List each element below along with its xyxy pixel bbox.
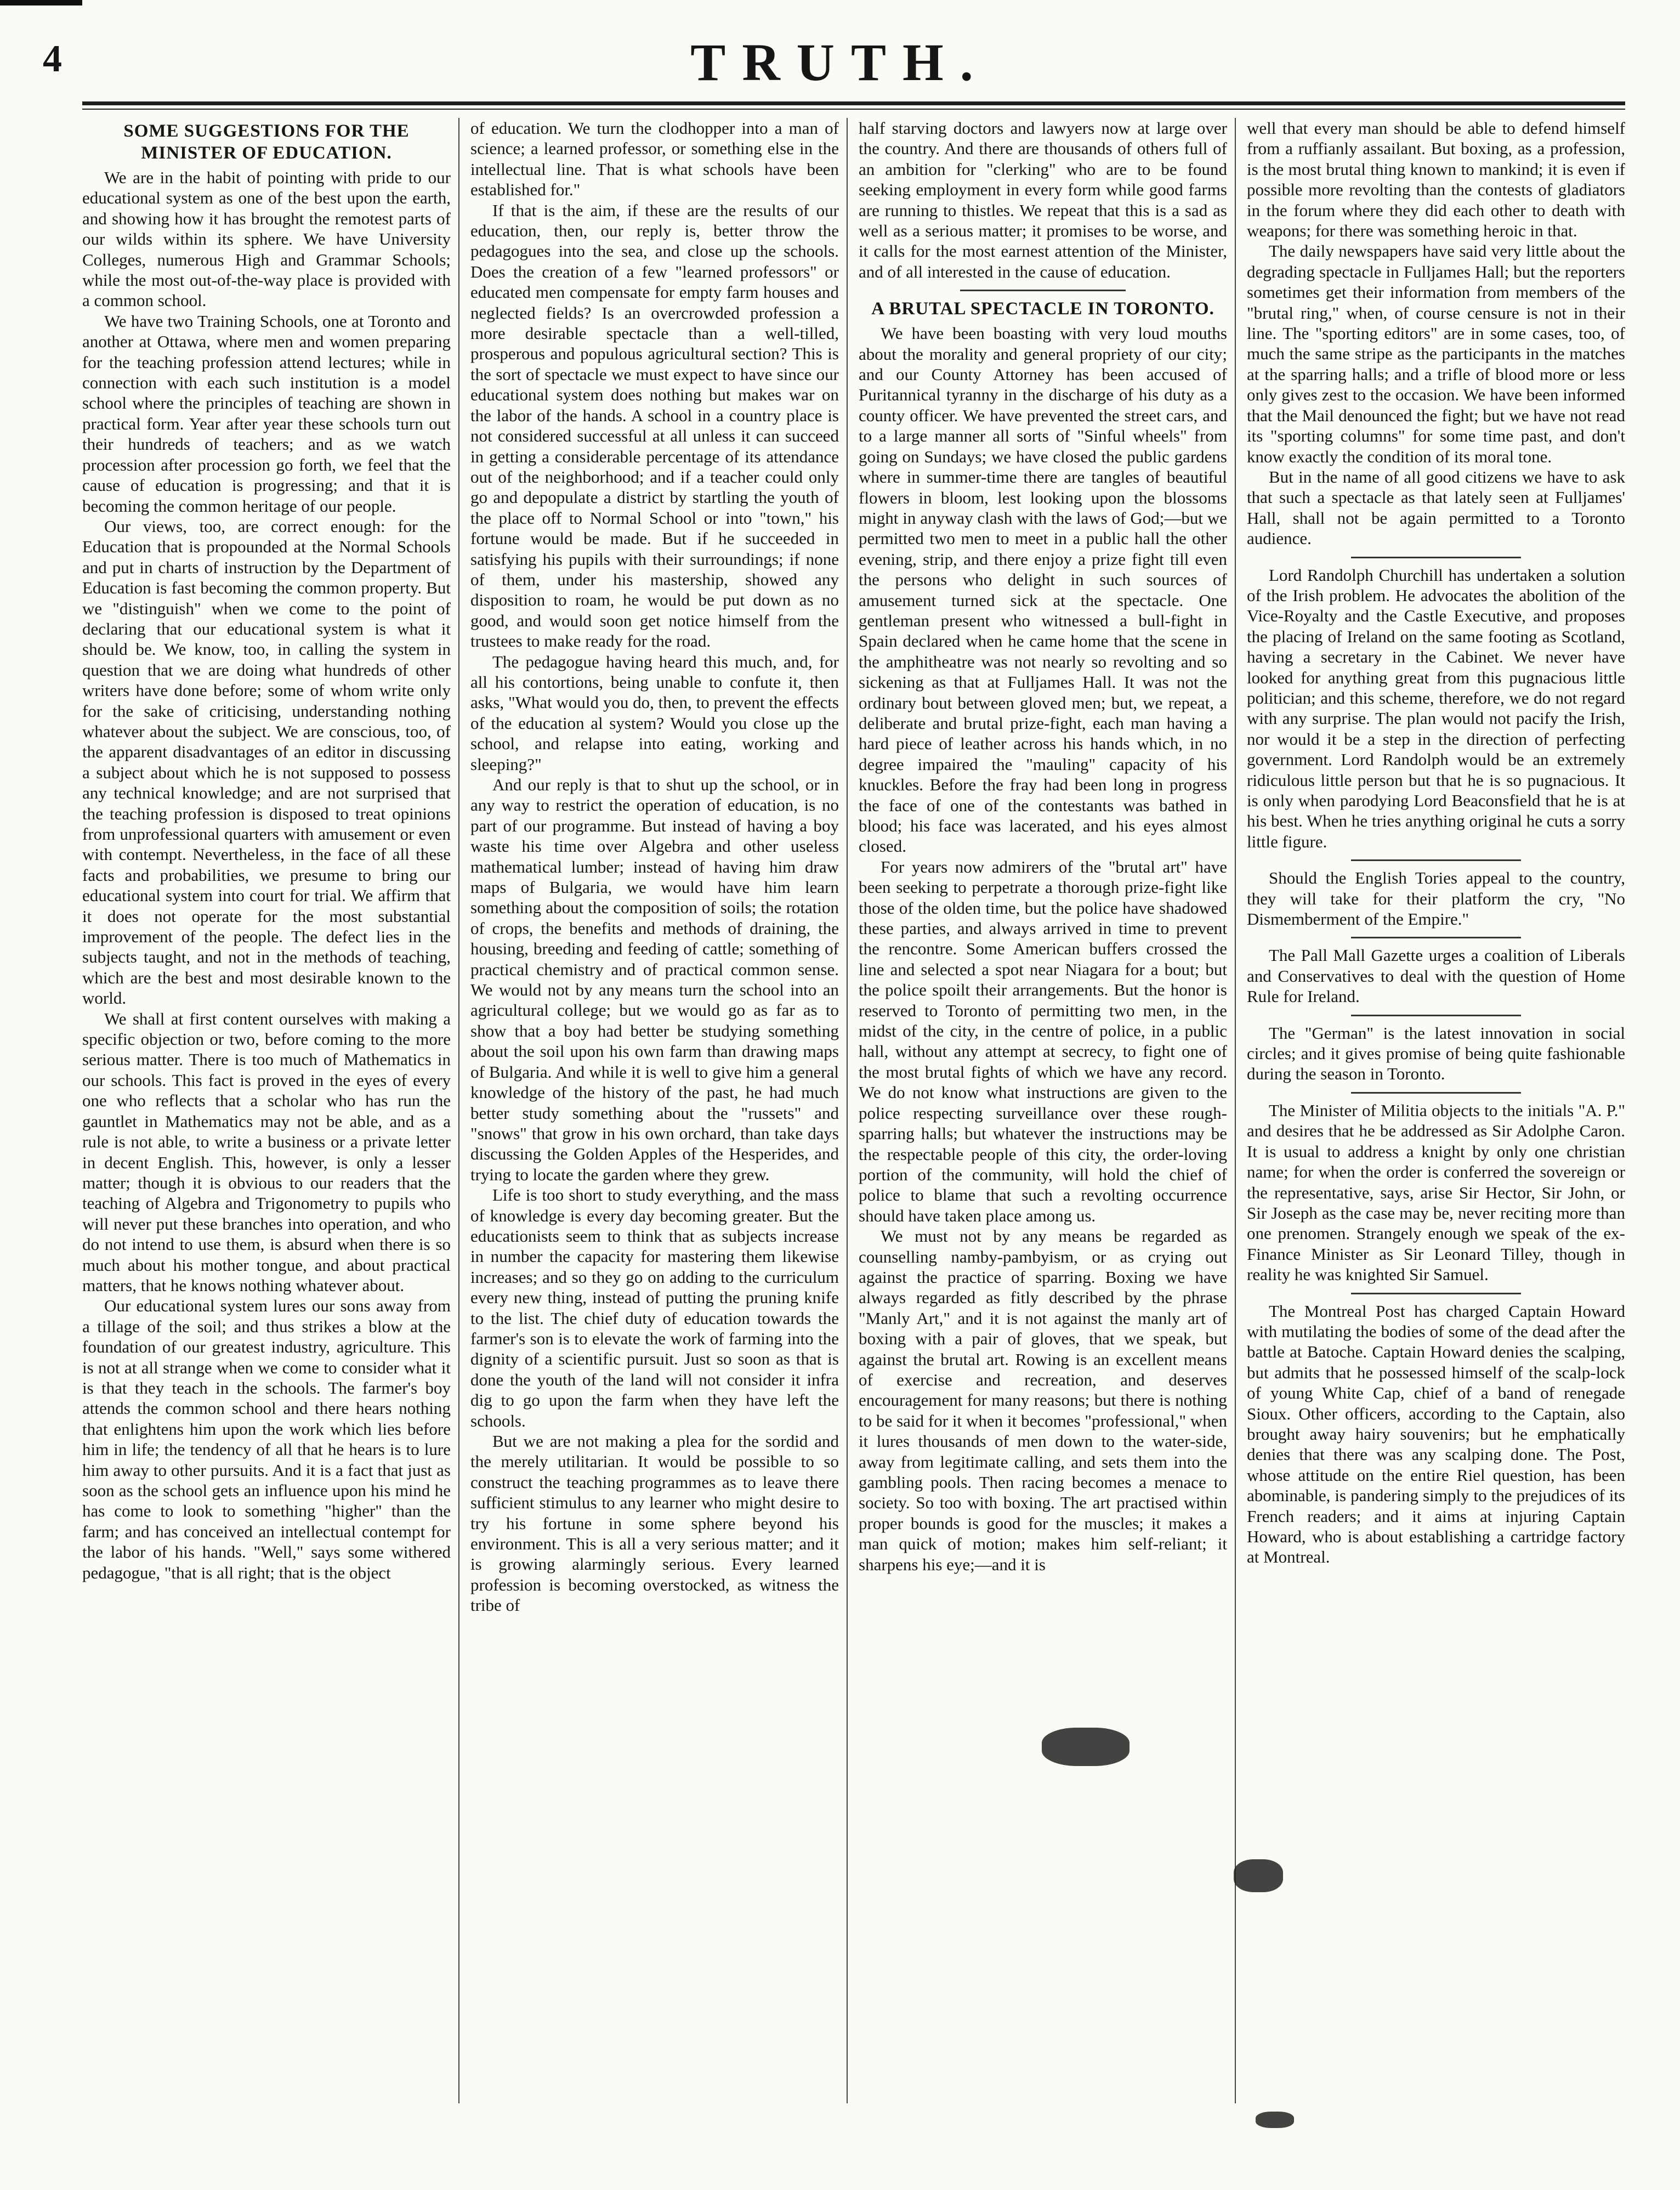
paragraph: But we are not making a plea for the sordid and the merely utilitarian. It would be possible to so construct the teaching programmes as to leave there sufficient stimulus to any learner who might desire to try his fortune in some sphere beyond his environment. This is all a very serious matter; and it is growing alarmingly serious. Every learned profession is becoming overstocked, as witness the tribe of (470, 1431, 839, 1615)
paragraph: For years now admirers of the "brutal art" have been seeking to perpetrate a thorough prize-fight like those of the olden time, but the police have shadowed these parties, and always arrived in time to prevent the rencontre. Some American buffers crossed the line and selected a spot near Niagara for a bout; but the police spoilt their arrangements. But the honor is reserved to Toronto of permitting two men, in the midst of the city, in the centre of police, in a public hall, without any attempt at secrecy, to fight one of the most brutal fights of which we have any record. We do not know what instructions are given to the police respecting surveillance over these rough-sparring halls; but whatever the instructions may be the respectable people of this city, the order-loving portion of the community, will hold the chief of police to blame that such a revolting occurrence should have taken place among us. (859, 857, 1227, 1225)
section-divider (1351, 937, 1522, 938)
paragraph: Our views, too, are correct enough: for the Education that is propounded at the Normal Schools and put in charts of instruction by the Department of Education is fast becoming the common property. But we "distinguish" when we come to the point of declaring that our educational system is what it should be. We know, too, in calling the system in question that we are doing what hundreds of other writers have done before; some of whom write only for the sake of criticising, understanding nothing whatever about the subject. We are conscious, too, of the apparent disadvantages of an editor in discussing a subject about which he is not supposed to possess any technical knowledge; and are not surprised that the teaching profession is disposed to treat opinions from unprofessional quarters with amusement or even with contempt. Nevertheless, in the face of all these facts and probabilities, we presume to bring our educational system into court for trial. We affirm that it does not operate for the most substantial improvement of the people. The defect lies in the subjects taught, and not in the methods of teaching, which are the best and most desirable known to the world. (82, 516, 451, 1008)
news-note: The "German" is the latest innovation in social circles; and it gives promise of being quite fashionable during the season in Toronto. (1247, 1023, 1625, 1084)
column-4 (1247, 118, 1625, 2114)
paragraph: half starving doctors and lawyers now at large over the country. And there are thousands of others full of an ambition for "clerking" who are to be found seeking employment in every form while good farms are running to thistles. We repeat that this is a sad as well as a serious matter; it promises to be worse, and it calls for the most earnest attention of the Minister, and of all interested in the cause of education. (859, 118, 1227, 281)
news-note: Lord Randolph Churchill has undertaken a solution of the Irish problem. He advocates the abolition of the Vice-Royalty and the Castle Executive, and proposes the placing of Ireland on the same footing as Scotland, having a secretary in the Cabinet. We never have looked for anything great from this pugnacious little politician; and this scheme, therefore, we do not regard with any surprise. The plan would not pacify the Irish, nor would it be a step in the direction of perfecting government. Lord Randolph would be an extremely ridiculous little person but that he is so pugnacious. It is only when parodying Lord Beaconsfield that he is at his best. When he tries anything original he cuts a sorry little figure. (1247, 565, 1625, 851)
paragraph: well that every man should be able to defend himself from a ruffianly assailant. But boxing, as a profession, is the most brutal thing known to mankind; it is even if possible more revolting than the contests of gladiators in the forum where they did each other to death with weapons; for there was something heroic in that. (1247, 118, 1625, 241)
column-2 (470, 118, 839, 2114)
section-divider (1351, 1092, 1522, 1094)
paragraph: And our reply is that to shut up the school, or in any way to restrict the operation of education, is no part of our programme. But instead of having a boy waste his time over Algebra and other useless mathematical lumber; instead of having him draw maps of Bulgaria, we would have him learn something about the composition of soils; the rotation of crops, the benefits and methods of draining, the housing, breeding and feeding of cattle; something of practical chemistry and of practical common sense. We would not by any means turn the school into an agricultural college; but we would go as far as to show that a boy had better be studying something about the soil upon his own farm than drawing maps of Bulgaria. And while it is well to give him a general knowledge of the history of the past, he had much better study something about the "russets" and "snows" that grow in his own orchard, than take days discussing the Golden Apples of the Hesperides, and trying to locate the garden where they grew. (470, 775, 839, 1184)
section-divider (1351, 1293, 1522, 1294)
paragraph: The pedagogue having heard this much, and, for all his contortions, being unable to confute it, then asks, "What would you do, then, to prevent the effects of the education al system? Would you close up the school, and relapse into eating, working and sleeping?" (470, 652, 839, 774)
article-columns (82, 118, 1625, 2114)
paragraph: We have been boasting with very loud mouths about the morality and general propriety of our city; and our County Attorney has been accused of Puritannical tyranny in the discharge of his duty as a county officer. We have prevented the street cars, and to a large manner all sorts of "Sinful wheels" from going on Sundays; we have closed the public gardens where in summer-time there are tangles of beautiful flowers in bloom, lest looking upon the blossoms might in anyway clash with the laws of God;—but we permitted two men to meet in a public hall the other evening, strip, and there enjoy a prize fight till even the persons who delight in such sources of amusement turned sick at the spectacle. One gentleman present who witnessed a bull-fight in Spain declared when he came home that the scene in the amphitheatre was not nearly so revolting and so sickening as that at Fulljames Hall. It was not the ordinary bout between gloved men; but, we repeat, a deliberate and brutal prize-fight, each man having a hard piece of leather across his hands which, in no degree impaired the "mauling" capacity of his knuckles. Before the fray had been long in progress the face of one of the contestants was bathed in blood; his face was lacerated, and his eyes almost closed. (859, 324, 1227, 856)
section-divider (1351, 1015, 1522, 1016)
ink-smudge (1234, 1859, 1283, 1892)
ink-smudge (1256, 2112, 1294, 2128)
news-note: The Montreal Post has charged Captain Howard with mutilating the bodies of some of the dead after the battle at Batoche. Captain Howard denies the scalping, but admits that he possessed himself of the scalp-lock of young White Cap, chief of a band of renegade Sioux. Other officers, according to the Captain, also brought away hairy souvenirs; but he emphatically denies that there was any scalping done. The Post, whose attitude on the entire Riel question, has been abominable, is pandering simply to the prejudices of its French readers; and it aims at injuring Captain Howard, who is about establishing a cartridge factory at Montreal. (1247, 1301, 1625, 1567)
paragraph: Our educational system lures our sons away from a tillage of the soil; and thus strikes a blow at the foundation of our greatest industry, agriculture. This is not at all strange when we come to consider what it is that they teach in the schools. The farmer's boy attends the common school and there hears nothing that enlightens him upon the work which lies before him in life; the tendency of all that he hears is to lure him away to other pursuits. And it is a fact that just as soon as the school gets an influence upon his mind he has come to look to something "higher" than the farm; and has conceived an intellectual contempt for the labor of his hands. "Well," says some withered pedagogue, "that is all right; that is the object (82, 1296, 451, 1582)
paragraph: of education. We turn the clodhopper into a man of science; a learned professor, or something else in the intellectual line. That is what schools have been established for." (470, 118, 839, 200)
masthead-rule (82, 101, 1625, 105)
article-heading: SOME SUGGESTIONS FOR THE MINISTER OF EDUCATION. (123, 121, 410, 163)
news-note: Should the English Tories appeal to the country, they will take for their platform the cry, "No Dismemberment of the Empire." (1247, 868, 1625, 929)
news-note: The Pall Mall Gazette urges a coalition of Liberals and Conservatives to deal with the question of Home Rule for Ireland. (1247, 946, 1625, 1006)
paragraph: But in the name of all good citizens we have to ask that such a spectacle as that lately seen at Fulljames' Hall, shall not be again permitted to a Toronto audience. (1247, 467, 1625, 548)
paragraph: We are in the habit of pointing with pride to our educational system as one of the best upon the earth, and showing how it has brought the remotest parts of our wilds within its sphere. We have University Colleges, numerous High and Grammar Schools; while the most out-of-the-way place is provided with a common school. (82, 168, 451, 310)
paragraph: Life is too short to study everything, and the mass of knowledge is every day becoming greater. But the educationists seem to think that as subjects increase in number the capacity for mastering them likewise increases; and so they go on adding to the curriculum every new thing, instead of putting the pruning knife to the list. The chief duty of education towards the farmer's son is to elevate the work of farming into the dignity of a scientific pursuit. Just so soon as that is done the youth of the land will not consider it infra dig to go upon the farm when they have left the schools. (470, 1185, 839, 1430)
section-divider (960, 290, 1126, 291)
column-3 (859, 118, 1227, 2114)
article-heading: A BRUTAL SPECTACLE IN TORONTO. (871, 299, 1214, 319)
section-divider (1351, 557, 1522, 558)
section-divider (1351, 859, 1522, 861)
ink-smudge (1042, 1728, 1130, 1766)
page-corner-mark (0, 0, 82, 5)
paragraph: We shall at first content ourselves with making a specific objection or two, before coming to the more serious matter. There is too much of Mathematics in our schools. This fact is proved in the eyes of every one who reflects that a scholar who has run the gauntlet in Mathematics may not be able, and as a rule is not able, to write a business or a private letter in decent English. This, however, is only a lesser matter; though it is obvious to our readers that the teaching of Algebra and Trigonometry to pupils who will never put these branches into operation, and who do not intend to use them, is absurd when there is so much about his mother tongue, and about practical matters, that he knows nothing whatever about. (82, 1009, 451, 1295)
paragraph: The daily newspapers have said very little about the degrading spectacle in Fulljames Hall; but the reporters sometimes get their information from members of the "brutal ring," when, of course censure is not in their line. The "sporting editors" are in some cases, too, of much the same stripe as the participants in the matches at the sparring halls; and a trifle of blood more or less only gives zest to the occasion. We have been informed that the Mail denounced the fight; but we have not read its "sporting columns" for some time past, and don't know exactly the condition of its moral tone. (1247, 241, 1625, 466)
page-number: 4 (43, 38, 62, 80)
news-note: The Minister of Militia objects to the initials "A. P." and desires that he be addressed as Sir Adolphe Caron. It is usual to address a knight by only one christian name; for when the order is conferred the sovereign or the representative, says, arise Sir Hector, Sir John, or Sir Joseph as the case may be, never reciting more than one prenomen. Strangely enough we speak of the ex-Finance Minister as Sir Leonard Tilley, though in reality he was knighted Sir Samuel. (1247, 1100, 1625, 1284)
column-1 (82, 118, 451, 2114)
paragraph: If that is the aim, if these are the results of our education, then, our reply is, better throw the pedagogues into the sea, and close up the schools. Does the creation of a few "learned professors" or educated men compensate for empty farm houses and neglected fields? Is an overcrowded profession a more desirable spectacle than a well-tilled, prosperous and populous agricultural section? This is the sort of spectacle we must expect to have since our educational system does nothing but makes war on the labor of the hands. A school in a country place is not considered successful at all unless it can succeed in getting a considerable percentage of its attendance out of the neighborhood; and if a teacher could only go and depopulate a district by startling the youth of the place off to Normal School or into "town," his fortune would be made. But if he succeeded in satisfying his pupils with their surroundings; if none of them, under his mastership, showed any disposition to roam, he would be put down as no good, and would soon get notice himself from the trustees to make ready for the road. (470, 200, 839, 651)
paragraph: We have two Training Schools, one at Toronto and another at Ottawa, where men and women preparing for the teaching profession attend lectures; while in connection with each such institution is a model school where the principles of teaching are shown in practical form. Year after year these schools turn out their hundreds of teachers; and as we watch procession after procession go forth, we feel that the cause of education is progressing; and that it is becoming the common heritage of our people. (82, 311, 451, 516)
masthead-rule-thin (82, 109, 1625, 110)
masthead: TRUTH. (690, 33, 990, 92)
paragraph: We must not by any means be regarded as counselling namby-pambyism, or as crying out against the practice of sparring. Boxing we have always regarded as fitly described by the phrase "Manly Art," and it is not against the manly art of boxing with a pair of gloves, that we speak, but against the brutal art. Rowing is an excellent means of exercise and recreation, and deserves encouragement for many reasons; but there is nothing to be said for it when it becomes "professional," when it lures thousands of men down to the water-side, away from legitimate calling, and sets them into the gambling pools. Then racing becomes a menace to society. So too with boxing. The art practised within proper bounds is good for the muscles; it makes a man quick of motion; makes him self-reliant; it sharpens his eye;—and it is (859, 1226, 1227, 1574)
